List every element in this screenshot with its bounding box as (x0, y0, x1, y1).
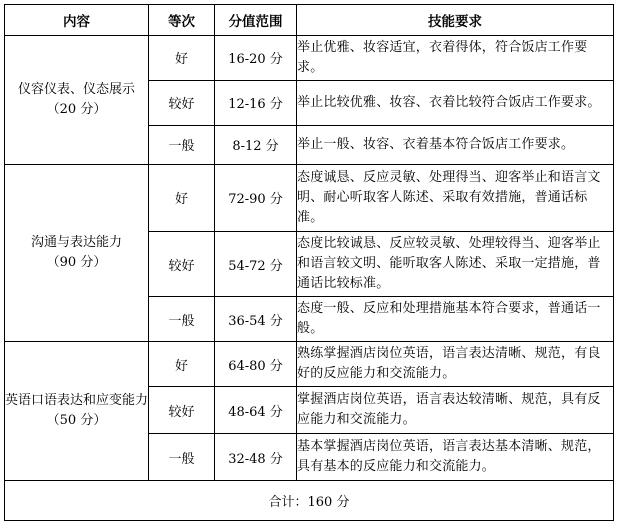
range-cell: 32-48 分 (215, 434, 297, 481)
range-cell: 36-54 分 (215, 297, 297, 342)
category-cell (5, 342, 149, 481)
grade-cell: 较好 (149, 80, 215, 125)
category-name: 英语口语表达和应变能力 (5, 393, 149, 409)
category-score: （50 分） (46, 413, 107, 429)
grade-cell: 一般 (149, 297, 215, 342)
grade-cell: 好 (149, 164, 215, 231)
range-cell: 16-20 分 (215, 36, 297, 81)
header-content: 内容 (5, 5, 149, 36)
table-row (5, 342, 614, 387)
requirement-cell: 态度一般、反应和处理措施基本符合要求，普通话一般。 (297, 297, 614, 342)
requirement-cell: 态度诚恳、反应灵敏、处理得当、迎客举止和语言文明、耐心听取客人陈述、采取有效措施，普通话标准。 (297, 164, 614, 231)
category-name: 仪容仪表、仪态展示 (17, 81, 135, 97)
range-cell: 8-12 分 (215, 125, 297, 164)
header-score-range: 分值范围 (215, 5, 297, 36)
category-cell (5, 164, 149, 342)
header-skill-requirements: 技能要求 (297, 5, 614, 36)
grade-cell: 较好 (149, 232, 215, 297)
range-cell: 54-72 分 (215, 232, 297, 297)
grade-cell: 好 (149, 342, 215, 387)
requirement-cell: 举止一般、妆容、衣着基本符合饭店工作要求。 (297, 125, 614, 164)
table-row (5, 36, 614, 81)
range-cell: 48-64 分 (215, 387, 297, 434)
range-cell: 12-16 分 (215, 80, 297, 125)
total-cell: 合计：160 分 (5, 481, 614, 521)
table-row (5, 164, 614, 231)
header-row (5, 5, 614, 36)
requirement-cell: 举止优雅、妆容适宜，衣着得体，符合饭店工作要求。 (297, 36, 614, 81)
total-row (5, 481, 614, 521)
header-grade: 等次 (149, 5, 215, 36)
requirement-cell: 态度比较诚恳、反应较灵敏、处理较得当、迎客举止和语言较文明、能听取客人陈述、采取一定措施，普通话比较标准。 (297, 232, 614, 297)
grade-cell: 好 (149, 36, 215, 81)
range-cell: 72-90 分 (215, 164, 297, 231)
category-name: 沟通与表达能力 (30, 234, 122, 250)
category-cell (5, 36, 149, 165)
category-score: （90 分） (46, 254, 107, 270)
scoring-table (4, 4, 614, 521)
range-cell: 64-80 分 (215, 342, 297, 387)
grade-cell: 一般 (149, 434, 215, 481)
requirement-cell: 掌握酒店岗位英语，语言表达较清晰、规范，具有反应能力和交流能力。 (297, 387, 614, 434)
requirement-cell: 基本掌握酒店岗位英语，语言表达基本清晰、规范，具有基本的反应能力和交流能力。 (297, 434, 614, 481)
category-score: （20 分） (46, 101, 107, 117)
grade-cell: 较好 (149, 387, 215, 434)
requirement-cell: 熟练掌握酒店岗位英语，语言表达清晰、规范，有良好的反应能力和交流能力。 (297, 342, 614, 387)
grade-cell: 一般 (149, 125, 215, 164)
requirement-cell: 举止比较优雅、妆容、衣着比较符合饭店工作要求。 (297, 80, 614, 125)
